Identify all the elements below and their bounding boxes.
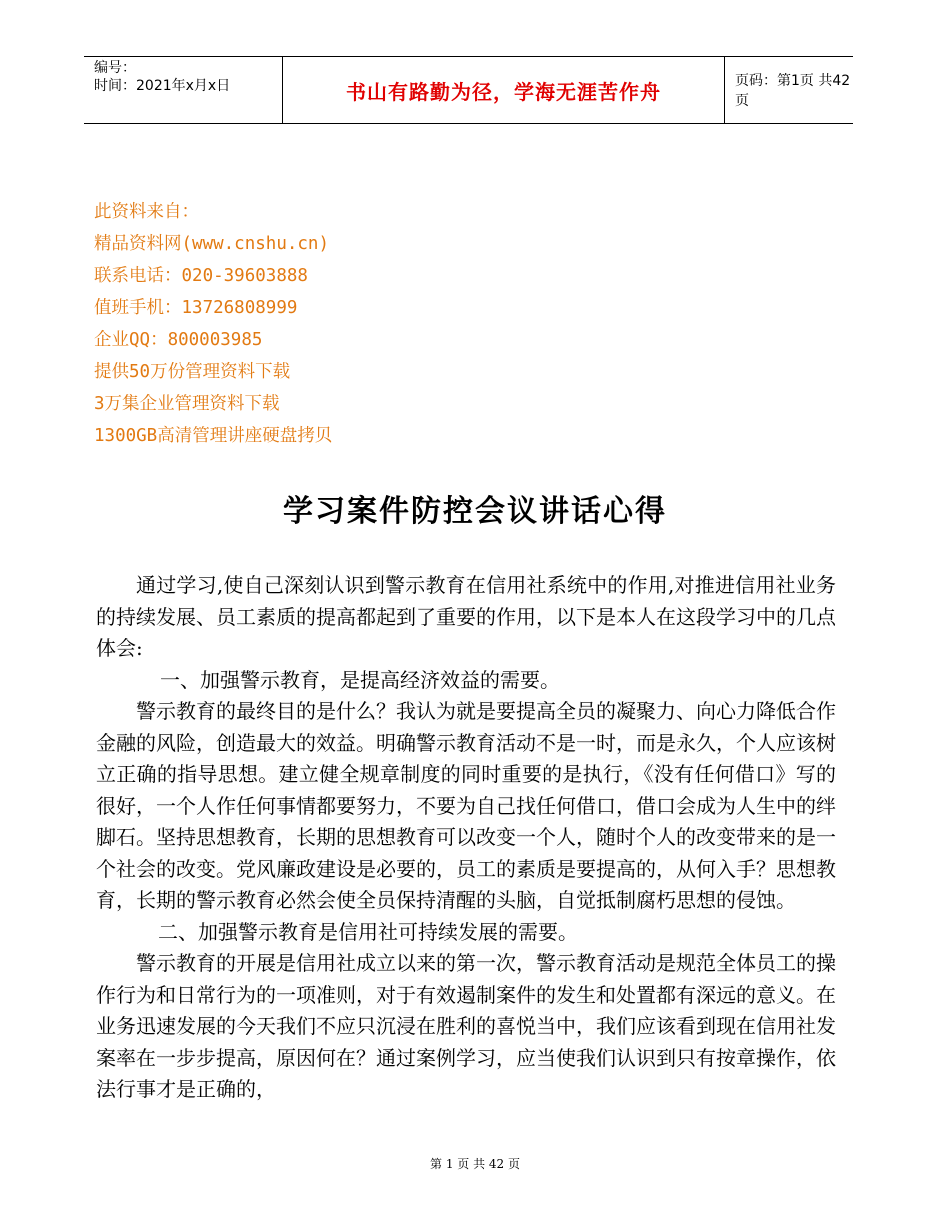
source-line: 此资料来自： [94, 202, 199, 222]
date-label: 时间：2021年x月x日 [94, 78, 231, 94]
page-header [84, 56, 853, 124]
section-paragraph: 警示教育的开展是信用社成立以来的第一次，警示教育活动是规范全体员工的操作行为和日常行为的一项准则，对于有效遏制案件的发生和处置都有深远的意义。在业务迅速发展的今天我们不应只沉浸在胜利的喜悦当中，我们应该看到现在信用社发案率在一步步提高，原因何在？通过案例学习，应当使我们认识到只有按章操作，依法行事才是正确的， [96, 951, 836, 1101]
source-info [94, 196, 332, 452]
document-title: 学习案件防控会议讲话心得 [283, 494, 667, 529]
section-heading: 一、加强警示教育，是提高经济效益的需要。 [160, 667, 560, 692]
intro-paragraph: 通过学习,使自己深刻认识到警示教育在信用社系统中的作用,对推进信用社业务的持续发展、员工素质的提高都起到了重要的作用，以下是本人在这段学习中的几点体会: [96, 573, 836, 660]
serial-label: 编号： [94, 60, 136, 76]
source-line: 值班手机：13726808999 [94, 298, 298, 318]
section-heading: 二、加强警示教育是信用社可持续发展的需要。 [158, 919, 578, 944]
header-motto: 书山有路勤为径，学海无涯苦作舟 [283, 57, 725, 123]
source-line: 3万集企业管理资料下载 [94, 394, 280, 414]
source-line: 精品资料网(www.cnshu.cn) [94, 234, 330, 254]
source-line: 提供50万份管理资料下载 [94, 362, 291, 382]
page-footer: 第 1 页 共 42 页 [430, 1157, 520, 1171]
source-line: 联系电话：020-39603888 [94, 266, 308, 286]
document-body [96, 570, 836, 1106]
header-page-label: 页码：第1页 共42页 [735, 73, 851, 109]
source-line: 企业QQ：800003985 [94, 330, 263, 350]
source-line: 1300GB高清管理讲座硬盘拷贝 [94, 426, 333, 446]
section-paragraph: 警示教育的最终目的是什么？我认为就是要提高全员的凝聚力、向心力降低合作金融的风险，创造最大的效益。明确警示教育活动不是一时，而是永久，个人应该树立正确的指导思想。建立健全规章制度的同时重要的是执行，《没有任何借口》写的很好，一个人作任何事情都要努力，不要为自己找任何借口，借口会成为人生中的绊脚石。坚持思想教育，长期的思想教育可以改变一个人，随时个人的改变带来的是一个社会的改变。党风廉政建设是必要的，员工的素质是要提高的，从何入手？思想教育，长期的警示教育必然会使全员保持清醒的头脑，自觉抵制腐朽思想的侵蚀。 [96, 699, 836, 912]
header-meta [84, 57, 283, 123]
